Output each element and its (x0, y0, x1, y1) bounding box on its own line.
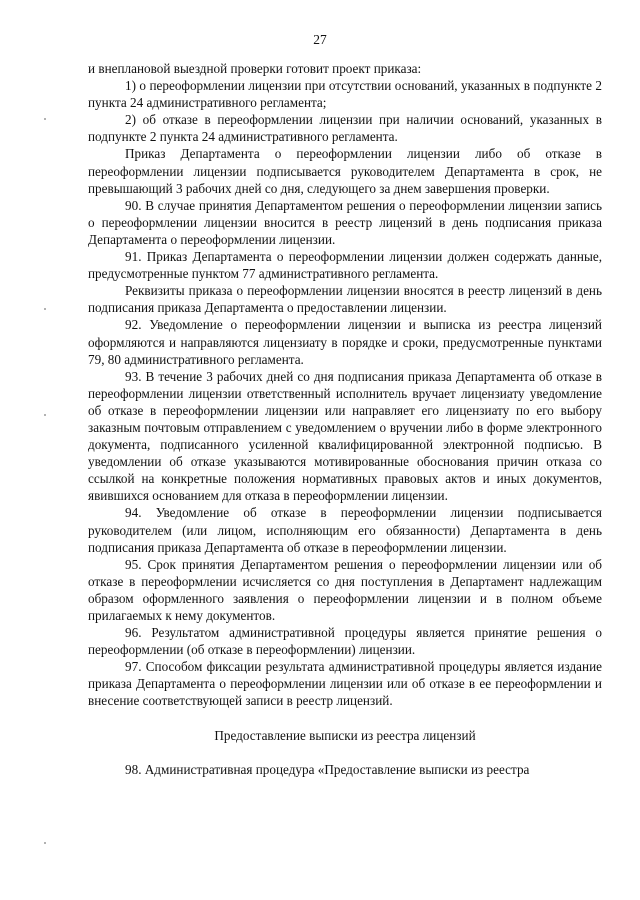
section-heading: Предоставление выписки из реестра лицензий (214, 727, 476, 743)
paragraph-91: 91. Приказ Департамента о переоформлении лицензии должен содержать данные, предусмотренные пунктом 77 административного регламента. (88, 249, 602, 282)
page-number: 27 (313, 32, 327, 47)
paragraph-order-signing: Приказ Департамента о переоформлении лицензии либо об отказе в переоформлении лицензии подписывается руководителем Департамента в срок, не превышающий 3 рабочих дней со дня, следующего за днем завершения проверки. (88, 146, 602, 196)
paragraph-item-1: 1) о переоформлении лицензии при отсутствии оснований, указанных в подпункте 2 пункта 24 административного регламента; (88, 78, 602, 111)
paragraph-order-details: Реквизиты приказа о переоформлении лицензии вносятся в реестр лицензий в день подписания приказа Департамента о предоставлении лицензии. (88, 283, 602, 316)
paragraph-94: 94. Уведомление об отказе в переоформлении лицензии подписывается руководителем (или лицом, исполняющим его обязанности) Департамента в день подписания приказа Департамента об отказе в переоформлении лицензии. (88, 505, 602, 555)
paragraph-continuation: и внеплановой выездной проверки готовит проект приказа: (88, 61, 422, 76)
paragraph-97: 97. Способом фиксации результата административной процедуры является издание приказа Департамента о переоформлении лицензии или об отказе в ее переоформлении и внесение соответствующей записи в реестр лицензий. (88, 659, 602, 709)
margin-dot (44, 414, 46, 416)
paragraph-item-2: 2) об отказе в переоформлении лицензии при наличии оснований, указанных в подпункте 2 пункта 24 административного регламента. (88, 112, 602, 145)
paragraph-90: 90. В случае принятия Департаментом решения о переоформлении лицензии запись о переоформлении лицензии вносится в реестр лицензий в день подписания приказа Департамента о переоформлении лицензии. (88, 197, 602, 247)
document-body (88, 60, 602, 778)
margin-dot (44, 118, 46, 120)
paragraph-92: 92. Уведомление о переоформлении лицензии и выписка из реестра лицензий оформляются и направляются лицензиату в порядке и сроки, предусмотренные пунктами 79, 80 административного регламента. (88, 317, 602, 367)
margin-dot (44, 842, 46, 844)
margin-dot (44, 308, 46, 310)
paragraph-96: 96. Результатом административной процедуры является принятие решения о переоформлении (об отказе в переоформлении) лицензии. (88, 625, 602, 658)
paragraph-98: 98. Административная процедура «Предоставление выписки из реестра (125, 761, 530, 777)
paragraph-95: 95. Срок принятия Департаментом решения о переоформлении лицензии или об отказе в переоформлении исчисляется со дня поступления в Департамент надлежащим образом оформленного заявления о переоформлении лицензии и в полном объеме прилагаемых к нему документов. (88, 556, 602, 623)
paragraph-93: 93. В течение 3 рабочих дней со дня подписания приказа Департамента об отказе в переоформлении лицензии ответственный исполнитель вручает лицензиату уведомление об отказе в переоформлении лицензии или направляет его лицензиату по его выбору заказным почтовым отправлением с уведомлением о вручении либо в форме электронного документа, подписанного усиленной квалифицированной электронной подписью. В уведомлении об отказе указываются мотивированные обоснования причин отказа со ссылкой на конкретные положения нормативных правовых актов и иных документов, явившихся основанием для отказа в переоформлении лицензии. (88, 368, 602, 504)
